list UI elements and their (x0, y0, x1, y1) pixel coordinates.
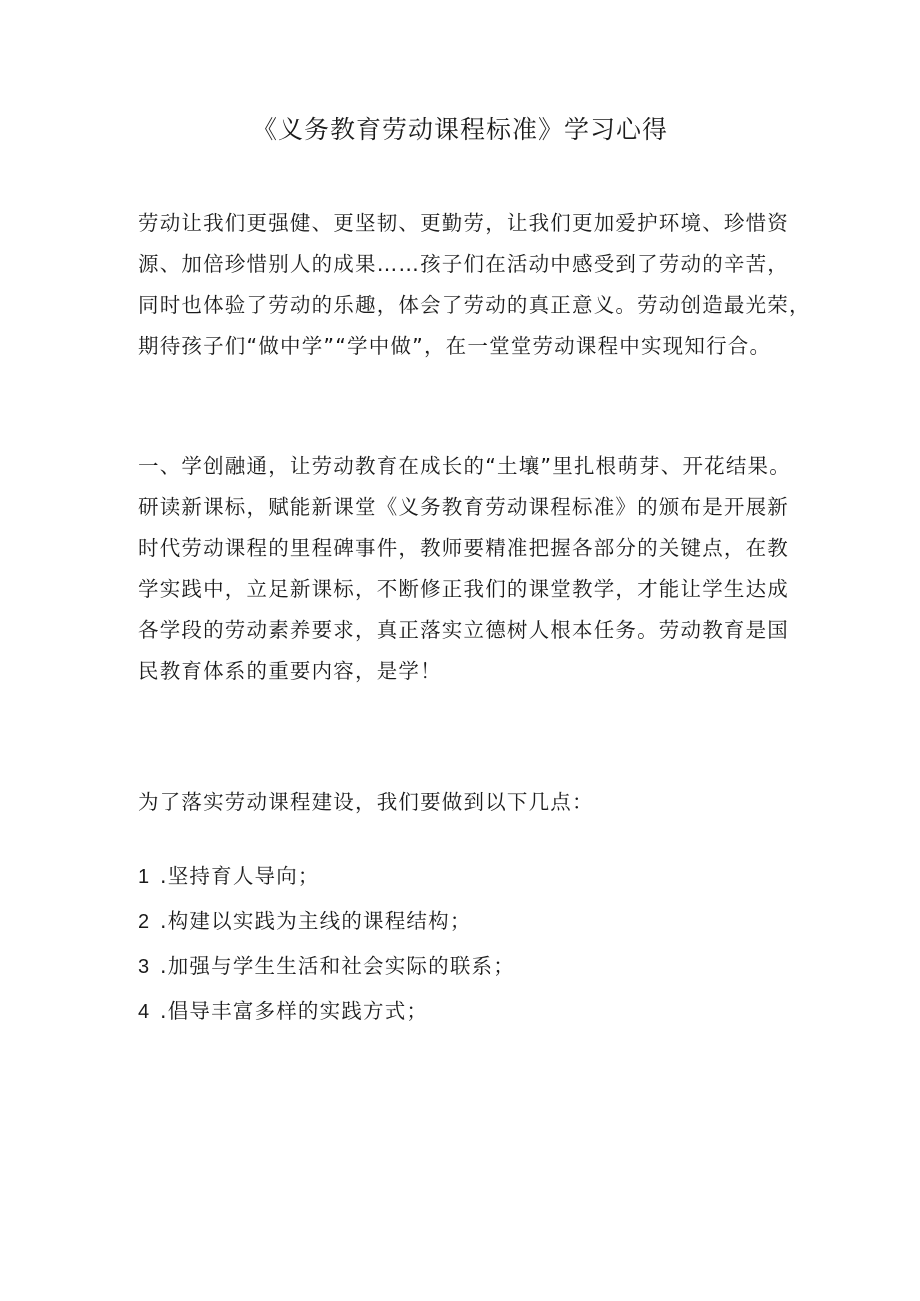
list-item-text: .构建以实践为主线的课程结构； (160, 909, 472, 933)
section-1-line: 各学段的劳动素养要求，真正落实立德树人根本任务。劳动教育是国 (138, 618, 789, 642)
list-item-number: 3 (138, 956, 151, 978)
list-item (138, 903, 515, 948)
intro-paragraph (138, 203, 811, 367)
list-item-text: .加强与学生生活和社会实际的联系； (160, 954, 515, 978)
intro-line: 同时也体验了劳动的乐趣，体会了劳动的真正意义。劳动创造最光荣， (138, 293, 811, 317)
list-item (138, 948, 515, 993)
section-1-line: 民教育体系的重要内容，是学！ (138, 659, 442, 683)
list-lead-paragraph (138, 782, 788, 823)
list-item-text: .倡导丰富多样的实践方式； (160, 999, 429, 1023)
points-list (138, 858, 515, 1038)
section-1-line: 学实践中，立足新课标，不断修正我们的课堂教学，才能让学生达成 (138, 577, 789, 601)
intro-line: 劳动让我们更强健、更坚韧、更勤劳，让我们更加爱护环境、珍惜资 (138, 211, 789, 235)
document-title: 《义务教育劳动课程标准》学习心得 (251, 115, 668, 144)
list-item (138, 993, 515, 1038)
list-item (138, 858, 515, 903)
section-1-heading-line: 一、学创融通，让劳动教育在成长的“土壤”里扎根萌芽、开花结果。 (138, 454, 791, 478)
list-item-number: 2 (138, 911, 151, 933)
section-1-line: 研读新课标，赋能新课堂《义务教育劳动课程标准》的颁布是开展新 (138, 495, 789, 519)
section-1-paragraph (138, 446, 791, 692)
list-item-text: .坚持育人导向； (160, 864, 320, 888)
list-item-number: 1 (138, 866, 151, 888)
section-1-line: 时代劳动课程的里程碑事件，教师要精准把握各部分的关键点，在教 (138, 536, 789, 560)
list-item-number: 4 (138, 1001, 151, 1023)
intro-line: 期待孩子们“做中学”“学中做”，在一堂堂劳动课程中实现知行合。 (138, 334, 772, 358)
intro-line: 源、加倍珍惜别人的成果……孩子们在活动中感受到了劳动的辛苦， (138, 252, 789, 276)
list-lead-line: 为了落实劳动课程建设，我们要做到以下几点： (138, 790, 594, 814)
